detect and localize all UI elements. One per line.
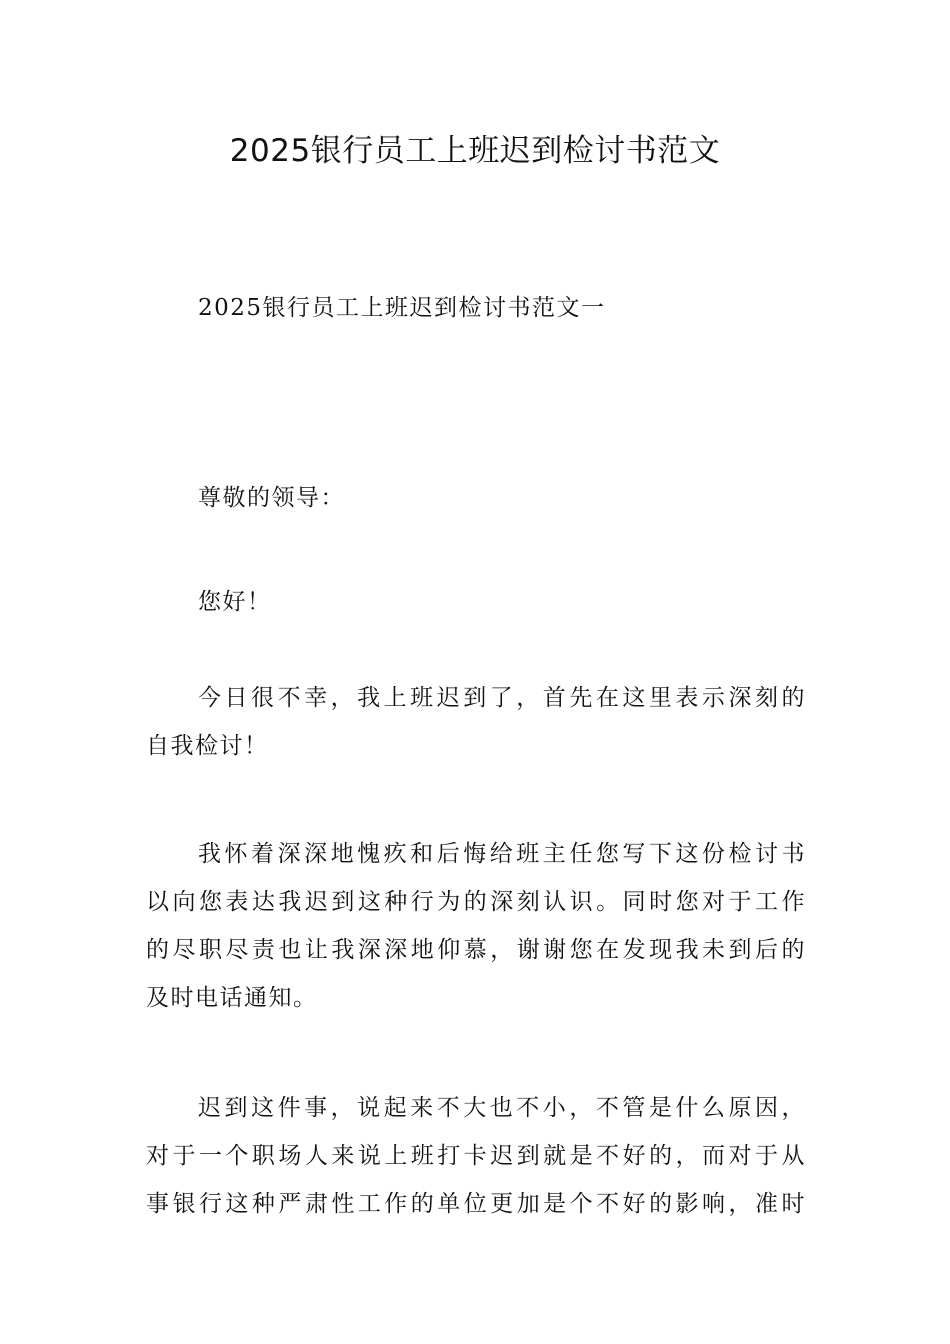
paragraph-line: 今日很不幸，我上班迟到了，首先在这里表示深刻的 bbox=[198, 685, 806, 711]
body-paragraph-3 bbox=[146, 1084, 806, 1228]
paragraph-line: 自我检讨！ bbox=[146, 733, 269, 759]
paragraph-line: 的尽职尽责也让我深深地仰慕，谢谢您在发现我未到后的 bbox=[146, 937, 806, 963]
paragraph-line: 以向您表达我迟到这种行为的深刻认识。同时您对于工作 bbox=[146, 889, 806, 915]
body-paragraph-1 bbox=[146, 674, 806, 770]
body-paragraph-2 bbox=[146, 830, 806, 1022]
document-subtitle: 2025银行员工上班迟到检讨书范文一 bbox=[198, 295, 606, 321]
salutation: 尊敬的领导： bbox=[198, 485, 345, 511]
paragraph-line: 及时电话通知。 bbox=[146, 985, 318, 1011]
paragraph-line: 对于一个职场人来说上班打卡迟到就是不好的，而对于从 bbox=[146, 1143, 806, 1169]
greeting: 您好！ bbox=[198, 589, 272, 615]
paragraph-line: 迟到这件事，说起来不大也不小，不管是什么原因， bbox=[198, 1095, 806, 1121]
paragraph-line: 我怀着深深地愧疚和后悔给班主任您写下这份检讨书 bbox=[198, 841, 806, 867]
document-title: 2025银行员工上班迟到检讨书范文 bbox=[229, 133, 721, 169]
paragraph-line: 事银行这种严肃性工作的单位更加是个不好的影响，准时 bbox=[146, 1191, 806, 1217]
